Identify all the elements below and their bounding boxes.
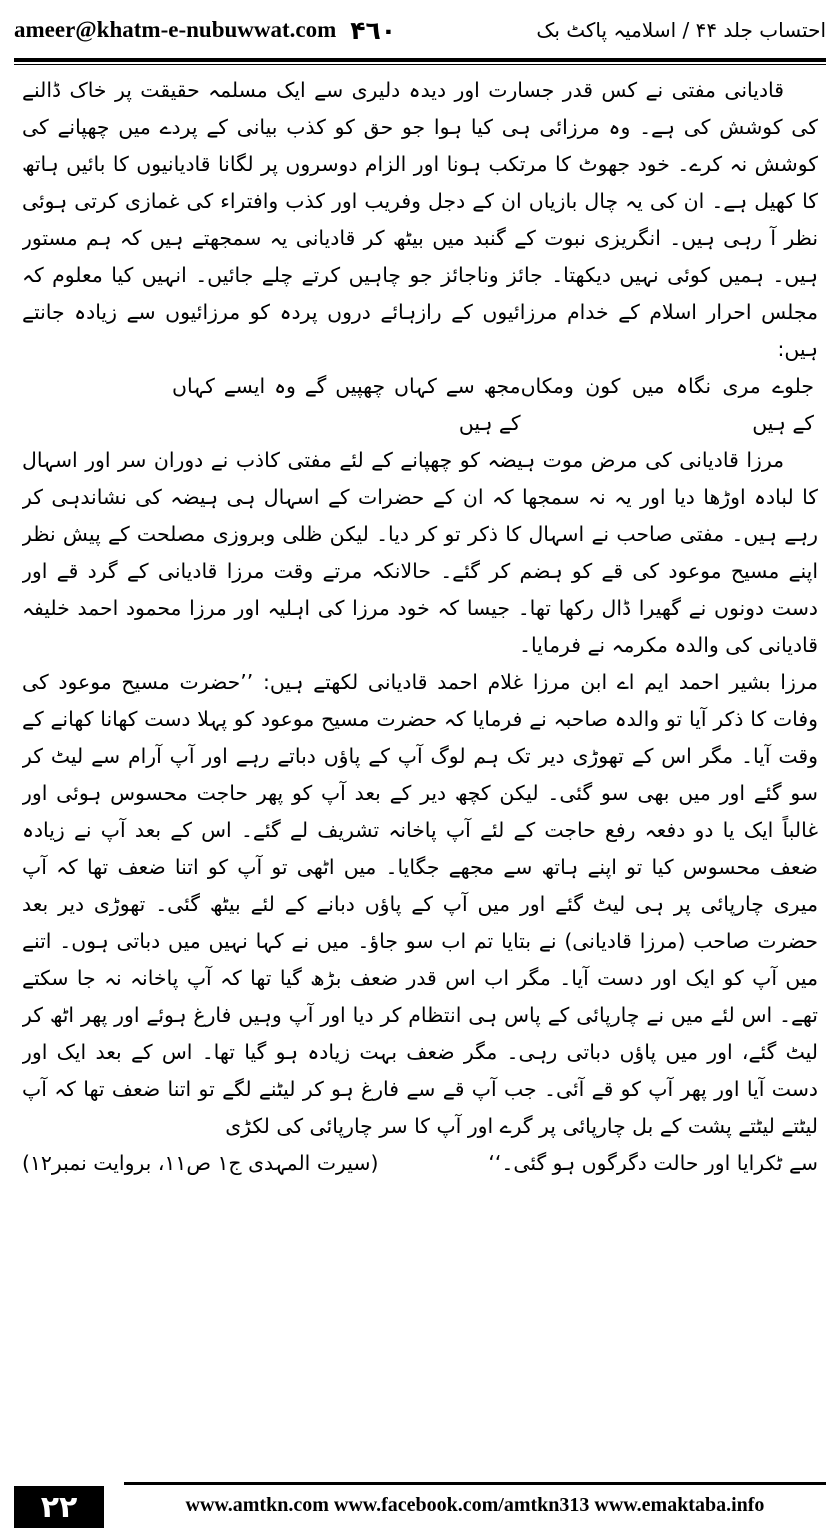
quote-last-line: سے ٹکرایا اور حالت دگرگوں ہو گئی۔‘‘: [488, 1151, 818, 1175]
paragraph-1: قادیانی مفتی نے کس قدر جسارت اور دیدہ دلیری سے ایک مسلمہ حقیقت پر خاک ڈالنے کی کوشش کی ہے۔ وہ مرزائی ہی کیا ہوا جو حق کو کذب بیانی کے پردے میں چھپانے کی کوشش نہ کرے۔ خود جھوٹ کا مرتکب ہونا اور الزام دوسروں پر لگانا قادیانیوں کا بائیں ہاتھ کا کھیل ہے۔ ان کی یہ چال بازیاں ان کے دجل وفریب اور کذب وافتراء کی غمازی کرتی ہوئی نظر آ رہی ہیں۔ انگریزی نبوت کے گنبد میں بیٹھ کر قادیانی یہ سمجھتے ہیں کہ ہم مستور ہیں۔ ہمیں کوئی نہیں دیکھتا۔ جائز وناجائز جو چاہیں کرتے چلے جائیں۔ انہیں کیا معلوم کہ مجلس احرار اسلام کے خدام مرزائیوں کے رازہائے دروں پردہ کو مرزائیوں سے زیادہ جانتے ہیں:: [22, 78, 818, 361]
footer-page-number: ۲۲: [14, 1486, 104, 1528]
header-email: ameer@khatm-e-nubuwwat.com: [14, 17, 337, 42]
couplet-first-line: جلوے مری نگاہ میں کون ومکاں کے ہیں: [520, 374, 814, 435]
poetry-couplet: [22, 368, 818, 442]
citation-reference: (سیرت المہدی ج۱ ص۱۱، بروایت نمبر۱۲): [22, 1151, 379, 1175]
header-left: [14, 16, 396, 45]
footer-links: www.amtkn.com www.facebook.com/amtkn313 www.emaktaba.info: [185, 1494, 765, 1516]
page-body: [22, 72, 818, 1462]
footer-rule: [124, 1482, 826, 1485]
quote-end-line: [22, 1145, 818, 1182]
page-footer: [14, 1482, 826, 1530]
paragraph-2: مرزا قادیانی کی مرض موت ہیضہ کو چھپانے کے لئے مفتی کاذب نے دوران سر اور اسہال کا لبادہ اوڑھا دیا اور یہ نہ سمجھا کہ ان کے حضرات کے اسہال ہی ہیضہ کی نشاندہی کر رہے ہیں۔ مفتی صاحب نے اسہال کا ذکر تو کر دیا۔ لیکن ظلی وبروزی مصلحت کے پیش نظر اپنے مسیح موعود کی قے کو ہضم کر گئے۔ حالانکہ مرتے وقت مرزا قادیانی کے گرد قے اور دست دونوں نے گھیرا ڈال رکھا تھا۔ جیسا کہ خود مرزا کی اہلیہ اور مرزا محمود احمد خلیفہ قادیانی کی والدہ مکرمہ نے فرمایا۔: [22, 448, 818, 657]
page-header: [14, 8, 826, 52]
paragraph-3: مرزا بشیر احمد ایم اے ابن مرزا غلام احمد قادیانی لکھتے ہیں: ’’حضرت مسیح موعود کی وفات کا ذکر آیا تو والدہ صاحبہ نے فرمایا کہ حضرت مسیح موعود کو پہلا دست کھانا کھانے کے وقت آیا۔ مگر اس کے تھوڑی دیر تک ہم لوگ آپ کے پاؤں دباتے رہے اور آپ آرام سے لیٹ کر سو گئے اور میں بھی سو گئی۔ لیکن کچھ دیر کے بعد آپ کو پھر حاجت محسوس ہوئی اور غالباً ایک یا دو دفعہ رفع حاجت کے لئے آپ پاخانہ تشریف لے گئے۔ اس کے بعد آپ نے زیادہ ضعف محسوس کیا تو اپنے ہاتھ سے مجھے جگایا۔ میں اٹھی تو آپ کو اتنا ضعف تھا کہ آپ میری چارپائی پر ہی لیٹ گئے اور میں آپ کے پاؤں دبانے کے لئے بیٹھ گئی۔ تھوڑی دیر بعد حضرت صاحب (مرزا قادیانی) نے بتایا تم اب سو جاؤ۔ میں نے کہا نہیں میں دباتی ہوں۔ اتنے میں آپ کو ایک اور دست آیا۔ مگر اب اس قدر ضعف بڑھ گیا تھا کہ آپ پاخانہ نہ جا سکتے تھے۔ اس لئے میں نے چارپائی کے پاس ہی انتظام کر دیا اور آپ وہیں فارغ ہوئے اور پھر اٹھ کر لیٹ گئے، اور میں پاؤں دباتی رہی۔ مگر ضعف بہت زیادہ ہو گیا تھا۔ اس کے بعد ایک اور دست آیا اور پھر آپ کو قے آئی۔ جب آپ قے سے فارغ ہو کر لیٹنے لگے تو اتنا ضعف تھا کہ آپ لیٹتے لیٹتے پشت کے بل چارپائی پر گرے اور آپ کا سر چارپائی کی لکڑی: [22, 670, 818, 1138]
header-page-number: ۴٦٠: [350, 15, 397, 45]
header-rule-thick: [14, 58, 826, 62]
couplet-second-line: مجھ سے کہاں چھپیں گے وہ ایسے کہاں کے ہیں: [172, 374, 521, 435]
header-book-title: احتساب جلد ۴۴ / اسلامیہ پاکٹ بک: [536, 18, 826, 42]
header-rule-thin: [14, 64, 826, 65]
